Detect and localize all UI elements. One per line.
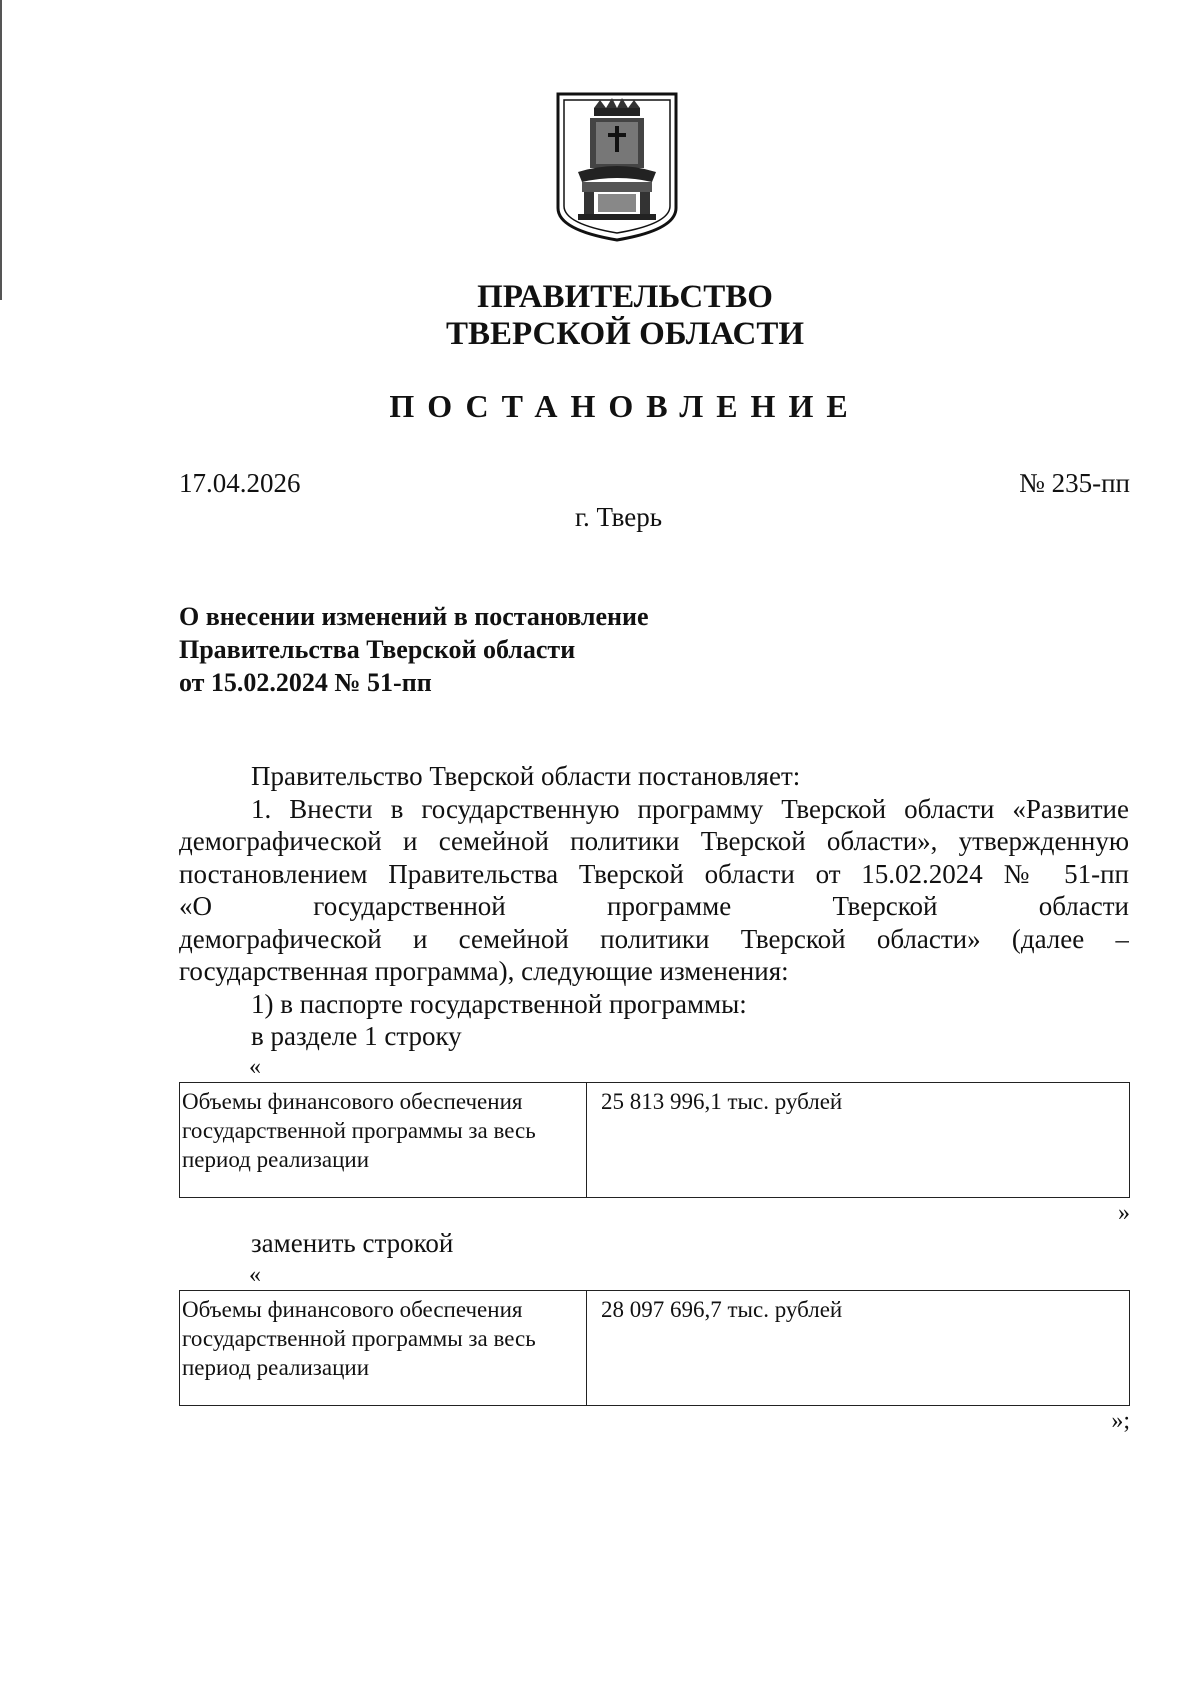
item1-line: демографической и семейной политики Тверской области» (далее – xyxy=(179,923,1129,954)
quote-close: » xyxy=(1118,1200,1130,1226)
item1-line: демографической и семейной политики Тверской области», утвержденную xyxy=(179,826,1129,856)
item1-line: постановлением Правительства Тверской области от 15.02.2024 № 51-пп xyxy=(179,858,1129,889)
table-row xyxy=(180,1291,1130,1406)
quote-open: « xyxy=(249,1054,261,1080)
organization-name-line1: ПРАВИТЕЛЬСТВО xyxy=(477,279,773,315)
document-body xyxy=(179,760,1129,1053)
item1-line: государственная программа), следующие изменения: xyxy=(179,956,789,986)
section-reference: в разделе 1 строку xyxy=(251,1021,462,1051)
preamble: Правительство Тверской области постановляет: xyxy=(251,761,801,791)
subject-line1: О внесении изменений в постановление xyxy=(179,602,649,631)
financing-label-cell: Объемы финансового обеспечения государственной программы за весь период реализации xyxy=(180,1083,587,1198)
financing-table-old xyxy=(179,1082,1130,1198)
coat-of-arms-emblem xyxy=(554,90,680,242)
subject-line2: Правительства Тверской области xyxy=(179,635,576,664)
coat-of-arms-icon xyxy=(554,90,680,242)
document-number: № 235-пп xyxy=(1019,468,1130,498)
financing-table-new xyxy=(179,1290,1130,1406)
financing-label-cell: Объемы финансового обеспечения государственной программы за весь период реализации xyxy=(180,1291,587,1406)
document-city: г. Тверь xyxy=(575,502,663,532)
document-type-title: ПОСТАНОВЛЕНИЕ xyxy=(389,388,861,424)
quote-close-final: »; xyxy=(1111,1408,1130,1434)
item1-line: 1. Внести в государственную программу Тверской области «Развитие xyxy=(251,793,1129,824)
table-row xyxy=(180,1083,1130,1198)
item1-line: «О государственной программе Тверской области xyxy=(179,891,1129,921)
document-subject xyxy=(179,600,649,699)
quote-open: « xyxy=(249,1262,261,1288)
organization-name-line2: ТВЕРСКОЙ ОБЛАСТИ xyxy=(445,316,805,352)
replace-phrase: заменить строкой xyxy=(251,1228,454,1258)
document-date: 17.04.2026 xyxy=(179,468,301,498)
financing-value-cell: 25 813 996,1 тыс. рублей xyxy=(587,1083,1130,1198)
financing-value-cell: 28 097 696,7 тыс. рублей xyxy=(587,1291,1130,1406)
scan-edge-line xyxy=(0,0,2,300)
subject-line3: от 15.02.2024 № 51-пп xyxy=(179,668,432,697)
subitem1: 1) в паспорте государственной программы: xyxy=(251,988,747,1019)
